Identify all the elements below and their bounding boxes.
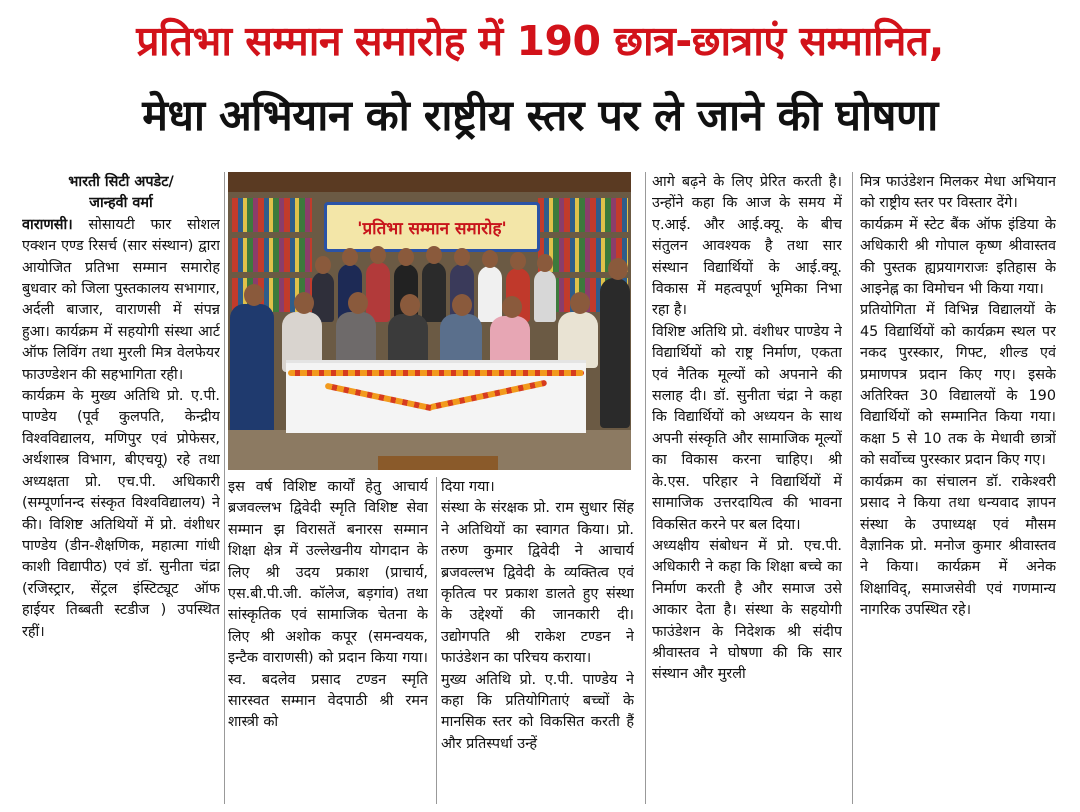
article-column-4 [652, 172, 842, 804]
paragraph-guests: कार्यक्रम के मुख्य अतिथि प्रो. ए.पी. पाण्डेय (पूर्व कुलपति, केन्द्रीय विश्वविद्यालय, मणिपुर एवं प्रोफेसर, अर्थशास्त्र विभाग, बीएचयू) रहे तथा अध्यक्षता प्रो. एच.पी. अधिकारी (सम्पूर्णानन्द संस्कृत विश्वविद्यालय) ने की। विशिष्ट अतिथियों में प्रो. वंशीधर पाण्डेय (डीन-शैक्षणिक, महात्मा गांधी काशी विद्यापीठ) एवं डॉ. सुनीता चंद्रा (रजिस्ट्रार, सेंट्रल इंस्टिट्यूट ऑफ हाईयर तिब्बती स्टडीज ) उपस्थित रहीं। [22, 388, 220, 640]
article-column-3 [441, 477, 634, 804]
paragraph-continued: दिया गया। [441, 479, 495, 495]
event-photo [228, 172, 631, 470]
event-banner [324, 202, 540, 252]
paragraph-book-release: कार्यक्रम में स्टेट बैंक ऑफ इंडिया के अधिकारी श्री गोपाल कृष्ण श्रीवास्तव की पुस्तक ह्यप्रयागराजः इतिहास के आइनेह्न का विमोचन भी किया गया। [860, 216, 1056, 298]
intro-text: सोसायटी फार सोशल एक्शन एण्ड रिसर्च (सार संस्थान) द्वारा आयोजित प्रतिभा सम्मान समारोह बुधवार को जिला पुस्तकालय सभागार, अर्दली बाजार, वाराणसी में संपन्न हुआ। कार्यक्रम में सहयोगी संस्था आर्ट ऑफ लिविंग तथा मुरली मित्र वेलफेयर फाउण्डेशन की सहभागिता रही। [22, 216, 220, 383]
byline-source: भारती सिटी अपडेट/ [68, 174, 174, 190]
paragraph-honours: इस वर्ष विशिष्ट कार्यों हेतु आचार्य ब्रजवल्लभ द्विवेदी स्मृति विशिष्ट सेवा सम्मान झ विरासतें बनारस सम्मान शिक्षा क्षेत्र में उल्लेखनीय योगदान के लिए श्री उदय प्रकाश (प्राचार्य, एस.बी.पी.जी. कॉलेज, बड़गांव) तथा सांस्कृतिक एवं सामाजिक चेतना के लिए श्री अशोक कपूर (समन्वयक, इन्टैक वाराणसी) को प्रदान किया गया। स्व. बदलेव प्रसाद टण्डन स्मृति सारस्वत सम्मान वेदपाठी श्री रमन शास्त्री को [228, 479, 428, 731]
column-divider [224, 172, 225, 804]
paragraph-welcome: संस्था के संरक्षक प्रो. राम सुधार सिंह ने अतिथियों का स्वागत किया। प्रो. तरुण कुमार द्विवेदी ने आचार्य ब्रजवल्लभ द्विवेदी के व्यक्तित्व एवं कृतित्व पर प्रकाश डालते हुए संस्था के उद्देश्यों की जानकारी दी। उद्योगपति श्री राकेश टण्डन ने फाउंडेशन का परिचय कराया। [441, 500, 634, 667]
dateline: वाराणसी। [22, 216, 73, 233]
paragraph-intro [22, 215, 220, 386]
paragraph-announcement: मित्र फाउंडेशन मिलकर मेधा अभियान को राष्ट्रीय स्तर पर विस्तार देंगे। [860, 174, 1056, 212]
article-column-5 [860, 172, 1056, 804]
paragraph-special-guests: विशिष्ट अतिथि प्रो. वंशीधर पाण्डेय ने विद्यार्थियों को राष्ट्र निर्माण, एकता एवं नैतिक मूल्यों को अपनाने की सलाह दी। डॉ. सुनीता चंद्रा ने कहा कि विद्यार्थियों को अध्ययन के साथ अपनी संस्कृति और सामाजिक मूल्यों का विकास करना चाहिए। श्री के.एस. परिहार ने विद्यार्थियों में सामाजिक उत्तरदायित्व की भावना विकसित करने पर बल दिया। [652, 323, 842, 533]
headline-line-1: प्रतिभा सम्मान समारोह में 190 छात्र-छात्राएं सम्मानित, [136, 17, 944, 65]
column-divider [852, 172, 853, 804]
column-divider [436, 477, 437, 804]
headline-line-2: मेधा अभियान को राष्ट्रीय स्तर पर ले जाने की घोषणा [142, 91, 938, 141]
column-divider [645, 172, 646, 804]
paragraph-closing: कार्यक्रम का संचालन डॉ. राकेश्वरी प्रसाद ने किया तथा धन्यवाद ज्ञापन संस्था के उपाध्यक्ष एवं मौसम वैज्ञानिक प्रो. मनोज कुमार श्रीवास्तव ने किया। कार्यक्रम में अनेक शिक्षाविद्, समाजसेवी एवं गणमान्य नागरिक उपस्थित रहे। [860, 473, 1056, 619]
paragraph-presidential: अध्यक्षीय संबोधन में प्रो. एच.पी. अधिकारी ने कहा कि शिक्षा बच्चे का निर्माण करती है और समाज उसे आकार देता है। संस्था के सहयोगी फाउंडेशन के निदेशक श्री संदीप श्रीवास्तव ने घोषणा की कि सार संस्थान और मुरली [652, 537, 842, 683]
paragraph-chief-guest: मुख्य अतिथि प्रो. ए.पी. पाण्डेय ने कहा कि प्रतियोगिताएं बच्चों के मानसिक स्तर को विकसित करती हैं और प्रतिस्पर्धा उन्हें [441, 671, 634, 752]
paragraph-awards: प्रतियोगिता में विभिन्न विद्यालयों के 45 विद्यार्थियों को कार्यक्रम स्थल पर नकद पुरस्कार, गिफ्ट, शील्ड एवं प्रमाणपत्र प्रदान किए गए। इसके अतिरिक्त 30 विद्यालयों के 190 विद्यार्थियों को सम्मानित किया गया। कक्षा 5 से 10 तक के मेधावी छात्रों को सर्वोच्च पुरस्कार प्रदान किए गए। [860, 302, 1056, 469]
paragraph-ai-iq: आगे बढ़ने के लिए प्रेरित करती है। उन्होंने कहा कि आज के समय में ए.आई. और आई.क्यू. के बीच संतुलन आवश्यक है तथा सार संस्थान विद्यार्थियों के आई.क्यू. विकास में महत्वपूर्ण भूमिका निभा रहा है। [652, 174, 842, 319]
article-column-2 [228, 477, 428, 804]
byline-author: जान्हवी वर्मा [89, 195, 153, 212]
event-banner-text: 'प्रतिभा सम्मान समारोह' [357, 218, 507, 239]
article-column-1 [22, 172, 220, 804]
